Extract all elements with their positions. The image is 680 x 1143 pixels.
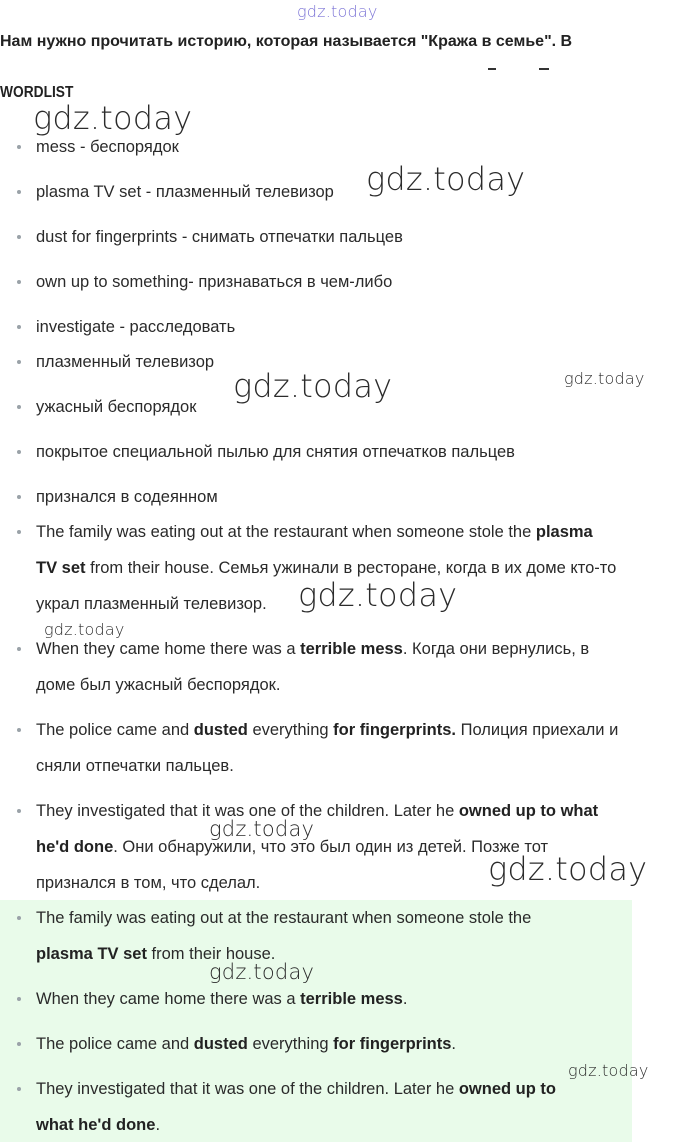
story-item: [36, 712, 676, 784]
story-text: from their house. Семья ужинали в ресторане, когда в их доме кто-то: [85, 559, 617, 577]
story-bold: owned up to what: [458, 802, 599, 820]
wordlist-title: WORDLIST: [0, 84, 74, 101]
story-text: доме был ужасный беспорядок.: [36, 676, 281, 694]
summary-bold: plasma TV set: [36, 945, 147, 963]
story-bold: plasma: [535, 523, 593, 541]
summary-bold: for fingerprints: [333, 1035, 452, 1053]
story-text: The family was eating out at the restaurant when someone stole the: [36, 523, 536, 541]
watermark: gdz.today: [209, 817, 315, 841]
summary-text: .: [402, 990, 408, 1008]
story-item: [36, 631, 676, 703]
watermark: gdz.today: [568, 1061, 649, 1080]
summary-text: from their house.: [146, 945, 276, 963]
wordlist-item: mess - беспорядок: [36, 129, 676, 165]
summary-text: .: [451, 1035, 456, 1053]
story-text: сняли отпечатки пальцев.: [36, 757, 234, 775]
summary-text: They investigated that it was one of the children. Later he: [36, 1080, 459, 1098]
watermark: gdz.today: [44, 620, 125, 639]
story-text: . Когда они вернулись, в: [402, 640, 590, 658]
watermark: gdz.today: [488, 850, 648, 888]
story-bold: dusted: [193, 721, 248, 739]
summary-text: .: [155, 1116, 161, 1134]
summary-text: The family was eating out at the restaurant when someone stole the: [36, 909, 532, 927]
story-bold: terrible mess: [300, 640, 403, 658]
task-heading: Нам нужно прочитать историю, которая называется "Кража в семье". В: [0, 33, 573, 50]
cut-off-text-fragment: [488, 68, 496, 70]
watermark-top: gdz.today: [297, 2, 378, 21]
cut-off-text-fragment: [539, 68, 549, 70]
wordlist-item: dust for fingerprints - снимать отпечатки пальцев: [36, 219, 676, 255]
watermark: gdz.today: [33, 99, 193, 137]
story-bold: he'd done: [36, 838, 114, 856]
summary-item: [36, 981, 676, 1017]
wordlist-item: investigate - расследовать: [36, 309, 676, 345]
watermark: gdz.today: [233, 367, 393, 405]
summary-text: The police came and: [36, 1035, 194, 1053]
story-text: признался в том, что сделал.: [36, 874, 261, 892]
story-bold: TV set: [36, 559, 86, 577]
watermark: gdz.today: [564, 369, 645, 388]
wordlist-item: ужасный беспорядок: [36, 389, 676, 425]
story-text: . Они обнаружили, что это был один из детей. Позже тот: [113, 838, 549, 856]
wordlist-item: покрытое специальной пылью для снятия отпечатков пальцев: [36, 434, 676, 470]
summary-item: [36, 1071, 676, 1143]
summary-bold: dusted: [193, 1035, 248, 1053]
story-text: Полиция приехали и: [456, 721, 619, 739]
summary-item: [36, 1026, 676, 1062]
story-text: They investigated that it was one of the children. Later he: [36, 802, 459, 820]
story-text: everything: [247, 721, 334, 739]
watermark: gdz.today: [366, 160, 526, 198]
story-text: украл плазменный телевизор.: [36, 595, 267, 613]
summary-bold: owned up to: [458, 1080, 556, 1098]
story-text: When they came home there was a: [36, 640, 301, 658]
wordlist-item: плазменный телевизор: [36, 344, 676, 380]
summary-item: [36, 900, 676, 972]
wordlist-item: признался в содеянном: [36, 479, 676, 515]
wordlist-item: plasma TV set - плазменный телевизор: [36, 174, 676, 210]
story-text: The police came and: [36, 721, 194, 739]
summary-text: everything: [247, 1035, 334, 1053]
summary-bold: terrible mess: [300, 990, 403, 1008]
story-bold: for fingerprints.: [333, 721, 456, 739]
wordlist-item: own up to something- признаваться в чем-либо: [36, 264, 676, 300]
summary-text: When they came home there was a: [36, 990, 301, 1008]
summary-bold: what he'd done: [36, 1116, 156, 1134]
watermark: gdz.today: [209, 960, 315, 984]
watermark: gdz.today: [298, 576, 458, 614]
